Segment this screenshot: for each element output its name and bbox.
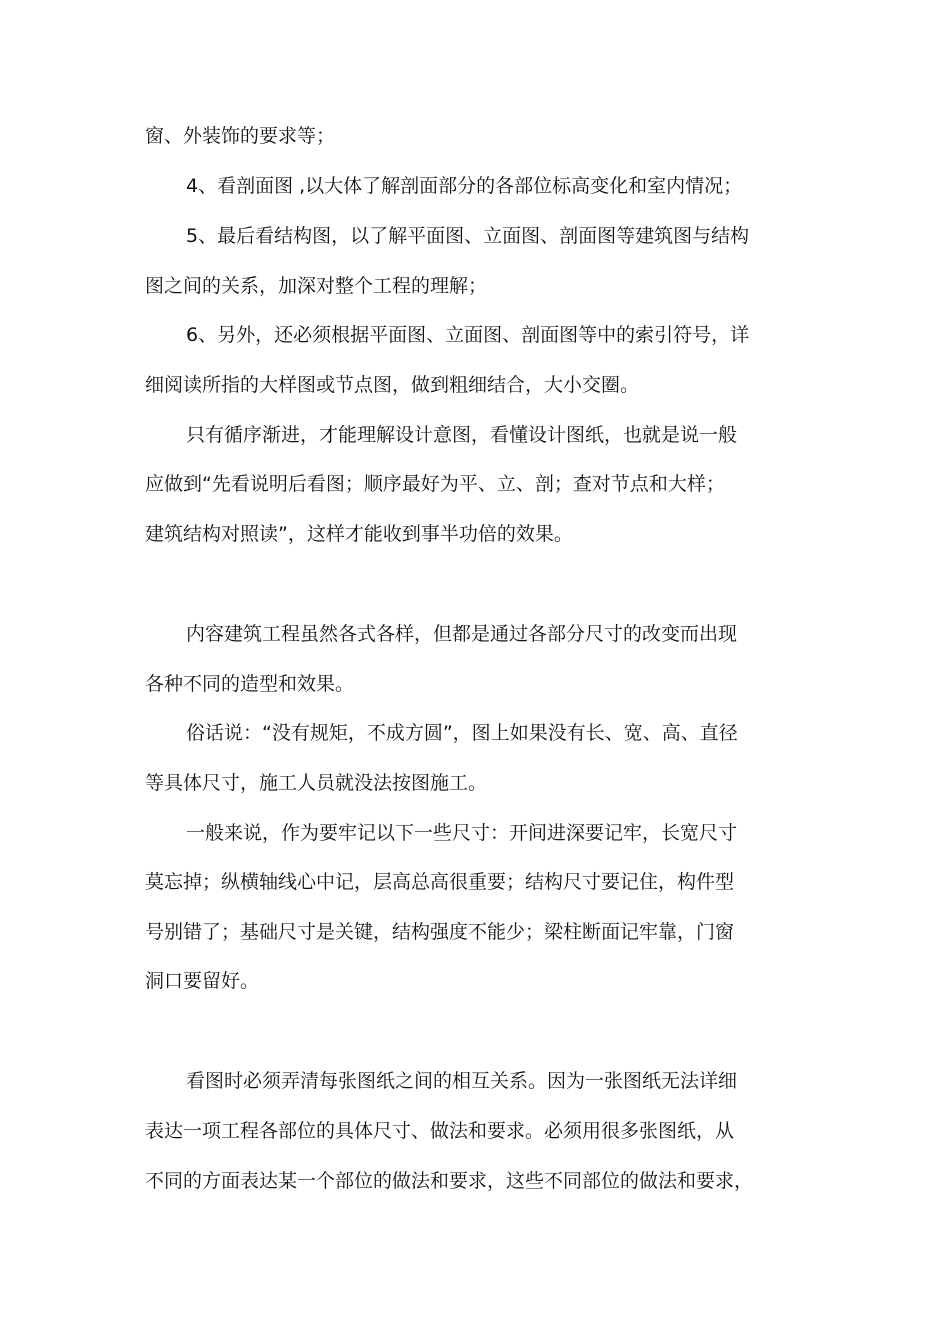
text-line: 内容建筑工程虽然各式各样，但都是通过各部分尺寸的改变而出现 — [186, 623, 738, 645]
text-line: 等具体尺寸，施工人员就没法按图施工。 — [145, 772, 488, 794]
text-line: 莫忘掉；纵横轴线心中记，层高总高很重要；结构尺寸要记住，构件型 — [145, 871, 735, 893]
text-line: 俗话说：“没有规矩，不成方圆”，图上如果没有长、宽、高、直径 — [186, 722, 738, 744]
text-line: 表达一项工程各部位的具体尺寸、做法和要求。必须用很多张图纸，从 — [145, 1120, 735, 1142]
text-line: 细阅读所指的大样图或节点图，做到粗细结合，大小交圈。 — [145, 374, 640, 396]
text-line: 各种不同的造型和效果。 — [145, 673, 355, 695]
text-line: 5、最后看结构图，以了解平面图、立面图、剖面图等建筑图与结构 — [186, 225, 750, 247]
text-line: 窗、外装饰的要求等； — [145, 125, 336, 147]
text-line: 洞口要留好。 — [145, 970, 260, 992]
text-line: 看图时必须弄清每张图纸之间的相互关系。因为一张图纸无法详细 — [186, 1070, 738, 1092]
text-line: 4、看剖面图 ,以大体了解剖面部分的各部位标高变化和室内情况； — [186, 175, 743, 197]
text-line: 建筑结构对照读”，这样才能收到事半功倍的效果。 — [145, 523, 573, 545]
text-line: 图之间的关系，加深对整个工程的理解； — [145, 275, 488, 297]
text-line: 6、另外，还必须根据平面图、立面图、剖面图等中的索引符号，详 — [186, 324, 750, 346]
text-line: 不同的方面表达某一个部位的做法和要求，这些不同部位的做法和要求， — [145, 1170, 754, 1192]
text-line: 一般来说，作为要牢记以下一些尺寸：开间进深要记牢，长宽尺寸 — [186, 822, 738, 844]
text-line: 只有循序渐进，才能理解设计意图，看懂设计图纸，也就是说一般 — [186, 424, 738, 446]
text-line: 号别错了；基础尺寸是关键，结构强度不能少；梁柱断面记牢靠，门窗 — [145, 921, 735, 943]
text-line: 应做到“先看说明后看图；顺序最好为平、立、剖；查对节点和大样； — [145, 473, 725, 495]
